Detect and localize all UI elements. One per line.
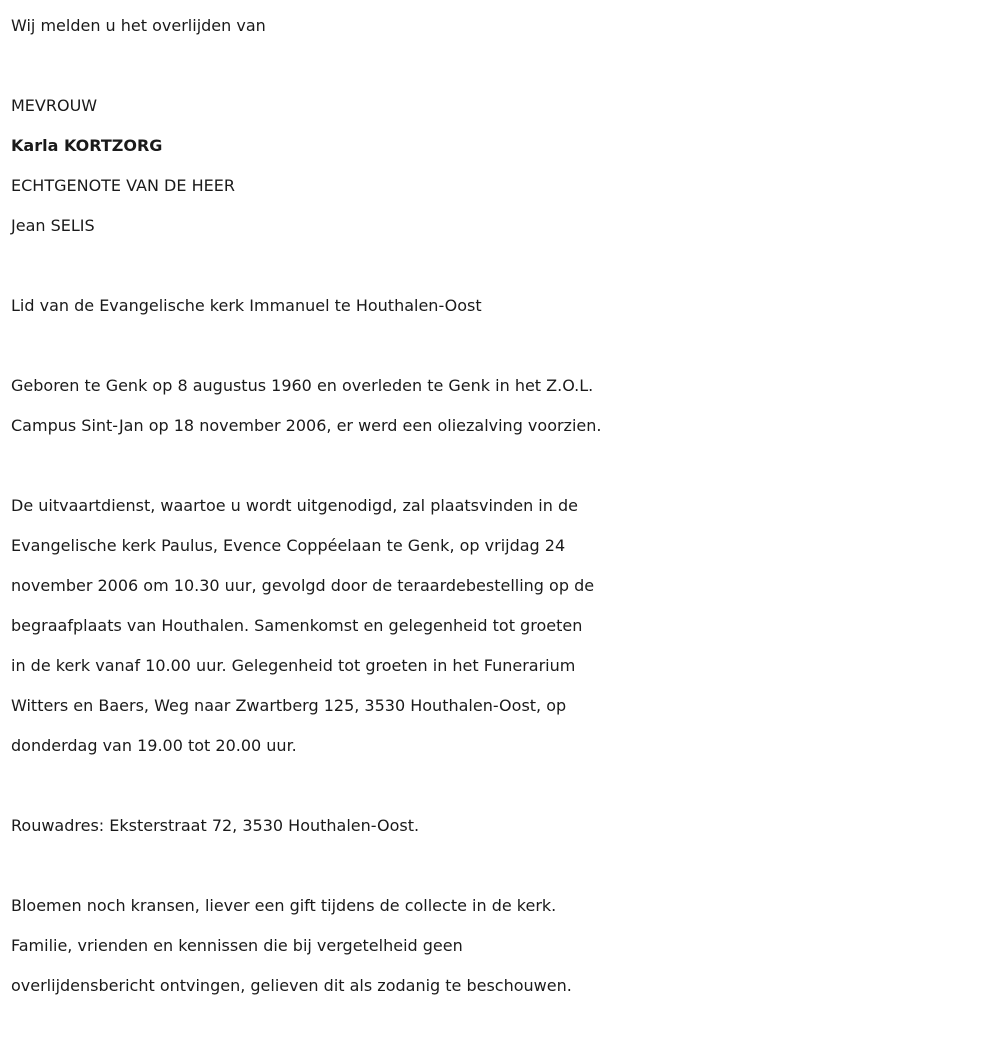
title-text: MEVROUW	[11, 96, 98, 115]
paragraph-line: Campus Sint-Jan op 18 november 2006, er werd een oliezalving voorzien.	[11, 416, 602, 435]
paragraph-line: Familie, vrienden en kennissen die bij vergetelheid geen	[11, 936, 463, 955]
birth-death-paragraph	[11, 366, 990, 446]
paragraph-line: Evangelische kerk Paulus, Evence Coppéelaan te Genk, op vrijdag 24	[11, 536, 566, 555]
mourning-address: Rouwadres: Eksterstraat 72, 3530 Houthalen-Oost.	[11, 816, 420, 835]
paragraph-line: Geboren te Genk op 8 augustus 1960 en overleden te Genk in het Z.O.L.	[11, 376, 594, 395]
spacer	[11, 846, 990, 886]
paragraph-line: overlijdensbericht ontvingen, gelieven dit als zodanig te beschouwen.	[11, 976, 572, 995]
spacer	[11, 766, 990, 806]
paragraph-line: november 2006 om 10.30 uur, gevolgd door de teraardebestelling op de	[11, 576, 595, 595]
paragraph-line: Bloemen noch kransen, liever een gift tijdens de collecte in de kerk.	[11, 896, 557, 915]
paragraph-line: begraafplaats van Houthalen. Samenkomst en gelegenheid tot groeten	[11, 616, 583, 635]
spacer	[11, 46, 990, 86]
relation-text: ECHTGENOTE VAN DE HEER	[11, 176, 235, 195]
membership-text: Lid van de Evangelische kerk Immanuel te Houthalen-Oost	[11, 296, 482, 315]
deceased-name: Karla KORTZORG	[11, 136, 163, 155]
funeral-paragraph	[11, 486, 990, 766]
paragraph-line: Witters en Baers, Weg naar Zwartberg 125, 3530 Houthalen-Oost, op	[11, 696, 567, 715]
intro-text: Wij melden u het overlijden van	[11, 16, 266, 35]
closing-paragraph	[11, 886, 990, 1006]
spouse-name: Jean SELIS	[11, 216, 95, 235]
spacer	[11, 246, 990, 286]
paragraph-line: donderdag van 19.00 tot 20.00 uur.	[11, 736, 297, 755]
paragraph-line: in de kerk vanaf 10.00 uur. Gelegenheid tot groeten in het Funerarium	[11, 656, 576, 675]
spacer	[11, 326, 990, 366]
spacer	[11, 446, 990, 486]
paragraph-line: De uitvaartdienst, waartoe u wordt uitgenodigd, zal plaatsvinden in de	[11, 496, 578, 515]
